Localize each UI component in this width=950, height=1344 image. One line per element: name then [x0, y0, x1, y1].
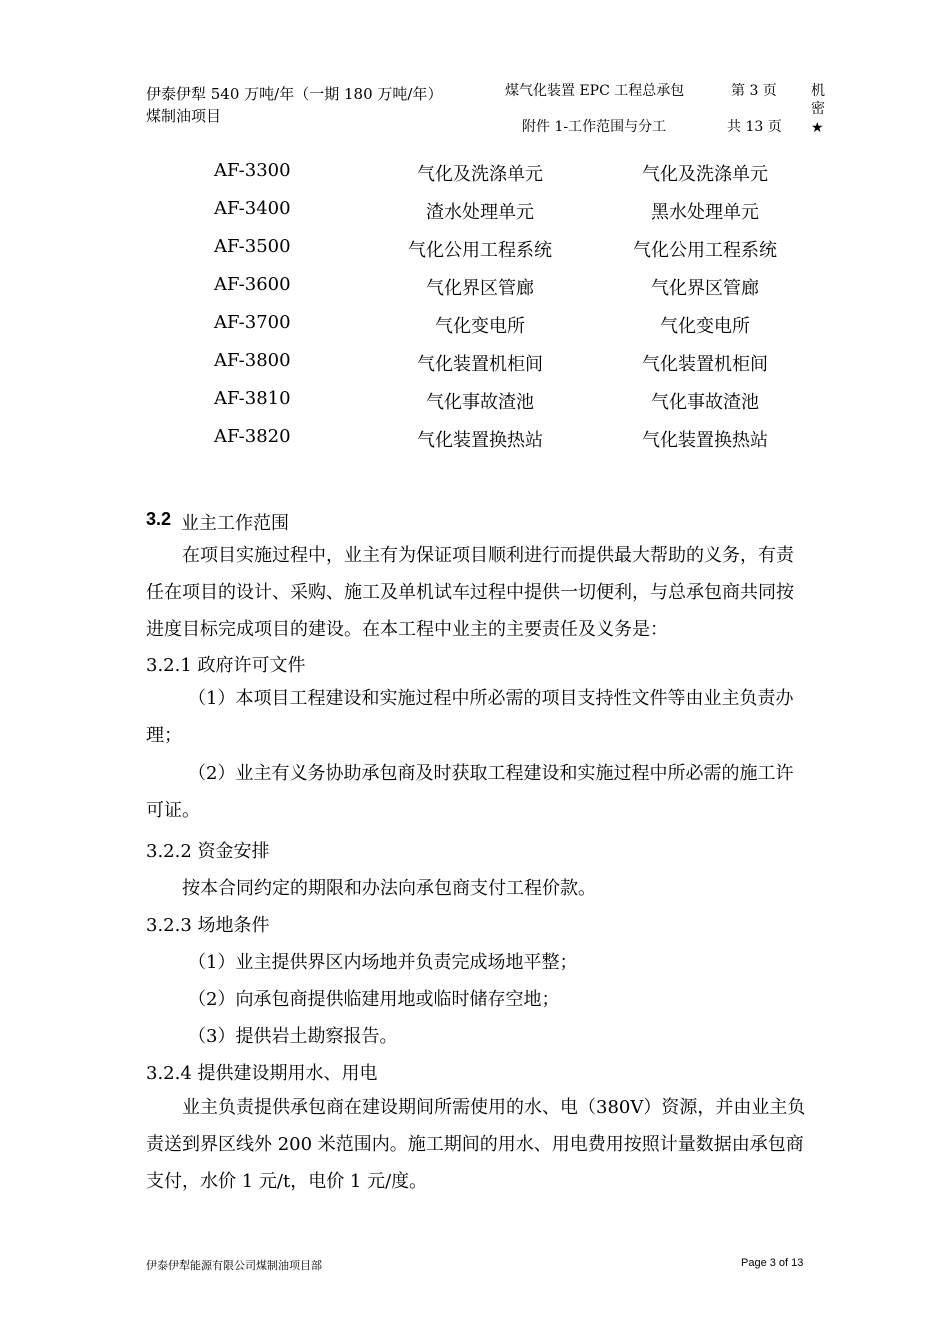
unit-name: 气化装置换热站	[417, 430, 543, 451]
table-row	[0, 274, 950, 312]
subsection-3-2-1-item-2: （2）业主有义务协助承包商及时获取工程建设和实施过程中所必需的施工许可证。	[146, 763, 794, 821]
header-page-label: 第 3 页	[731, 83, 777, 99]
unit-code: AF-3400	[214, 198, 291, 219]
subsection-3-2-2-title: 3.2.2 资金安排	[146, 841, 270, 862]
footer-page-number: Page 3 of 13	[741, 1257, 804, 1269]
table-row	[0, 350, 950, 388]
unit-name-alt: 气化装置机柜间	[642, 354, 768, 375]
section-intro: 在项目实施过程中，业主有为保证项目顺利进行而提供最大帮助的义务，有责任在项目的设计、采购、施工及单机试车过程中提供一切便利，与总承包商共同按进度目标完成项目的建设。在本工程中业主的主要责任及义务是：	[146, 545, 794, 640]
header-project-line2: 煤制油项目	[146, 107, 222, 125]
section-title: 业主工作范围	[181, 513, 289, 534]
header-doc-title: 煤气化装置 EPC 工程总承包	[505, 83, 685, 99]
subsection-3-2-1-item-1: （1）本项目工程建设和实施过程中所必需的项目支持性文件等由业主负责办理；	[146, 688, 794, 746]
unit-name: 气化公用工程系统	[408, 240, 552, 261]
unit-name: 气化装置机柜间	[417, 354, 543, 375]
table-row	[0, 426, 950, 464]
unit-name: 气化变电所	[435, 316, 525, 337]
footer-company: 伊泰伊犁能源有限公司煤制油项目部	[146, 1259, 322, 1272]
unit-code: AF-3600	[214, 274, 291, 295]
unit-name-alt: 气化变电所	[660, 316, 750, 337]
header-confidential-1: 机	[811, 83, 825, 99]
subsection-3-2-1-title: 3.2.1 政府许可文件	[146, 655, 306, 676]
header-confidential-2: 密	[811, 101, 825, 117]
unit-name: 气化及洗涤单元	[417, 164, 543, 185]
unit-name-alt: 气化装置换热站	[642, 430, 768, 451]
section-number: 3.2	[146, 509, 172, 529]
unit-name-alt: 气化事故渣池	[651, 392, 759, 413]
subsection-3-2-4-title: 3.2.4 提供建设期用水、用电	[146, 1063, 378, 1084]
subsection-3-2-4-text: 业主负责提供承包商在建设期间所需使用的水、电（380V）资源，并由业主负责送到界区线外 200 米范围内。施工期间的用水、用电费用按照计量数据由承包商支付，水价 1 元/t，电价 1 元/度。	[146, 1097, 806, 1192]
table-row	[0, 236, 950, 274]
unit-name-alt: 气化公用工程系统	[633, 240, 777, 261]
subsection-3-2-2-text: 按本合同约定的期限和办法向承包商支付工程价款。	[182, 878, 596, 899]
unit-name: 气化事故渣池	[426, 392, 534, 413]
header-project-line1: 伊泰伊犁 540 万吨/年（一期 180 万吨/年）	[146, 85, 443, 103]
table-row	[0, 388, 950, 426]
unit-name: 气化界区管廊	[426, 278, 534, 299]
unit-code: AF-3300	[214, 160, 291, 181]
confidential-star-icon: ★	[811, 119, 824, 135]
unit-code: AF-3800	[214, 350, 291, 371]
header-attachment: 附件 1-工作范围与分工	[522, 119, 667, 135]
subsection-3-2-3-item-3: （3）提供岩土勘察报告。	[188, 1026, 398, 1047]
unit-code: AF-3500	[214, 236, 291, 257]
subsection-3-2-3-item-1: （1）业主提供界区内场地并负责完成场地平整；	[188, 952, 578, 973]
subsection-3-2-3-title: 3.2.3 场地条件	[146, 915, 270, 936]
unit-code: AF-3810	[214, 388, 291, 409]
unit-name-alt: 气化及洗涤单元	[642, 164, 768, 185]
unit-name-alt: 气化界区管廊	[651, 278, 759, 299]
header-total-pages: 共 13 页	[727, 119, 782, 135]
table-row	[0, 198, 950, 236]
unit-code: AF-3700	[214, 312, 291, 333]
unit-name: 渣水处理单元	[426, 202, 534, 223]
unit-name-alt: 黑水处理单元	[651, 202, 759, 223]
table-row	[0, 160, 950, 198]
table-row	[0, 312, 950, 350]
subsection-3-2-3-item-2: （2）向承包商提供临建用地或临时储存空地；	[188, 989, 560, 1010]
unit-code: AF-3820	[214, 426, 291, 447]
